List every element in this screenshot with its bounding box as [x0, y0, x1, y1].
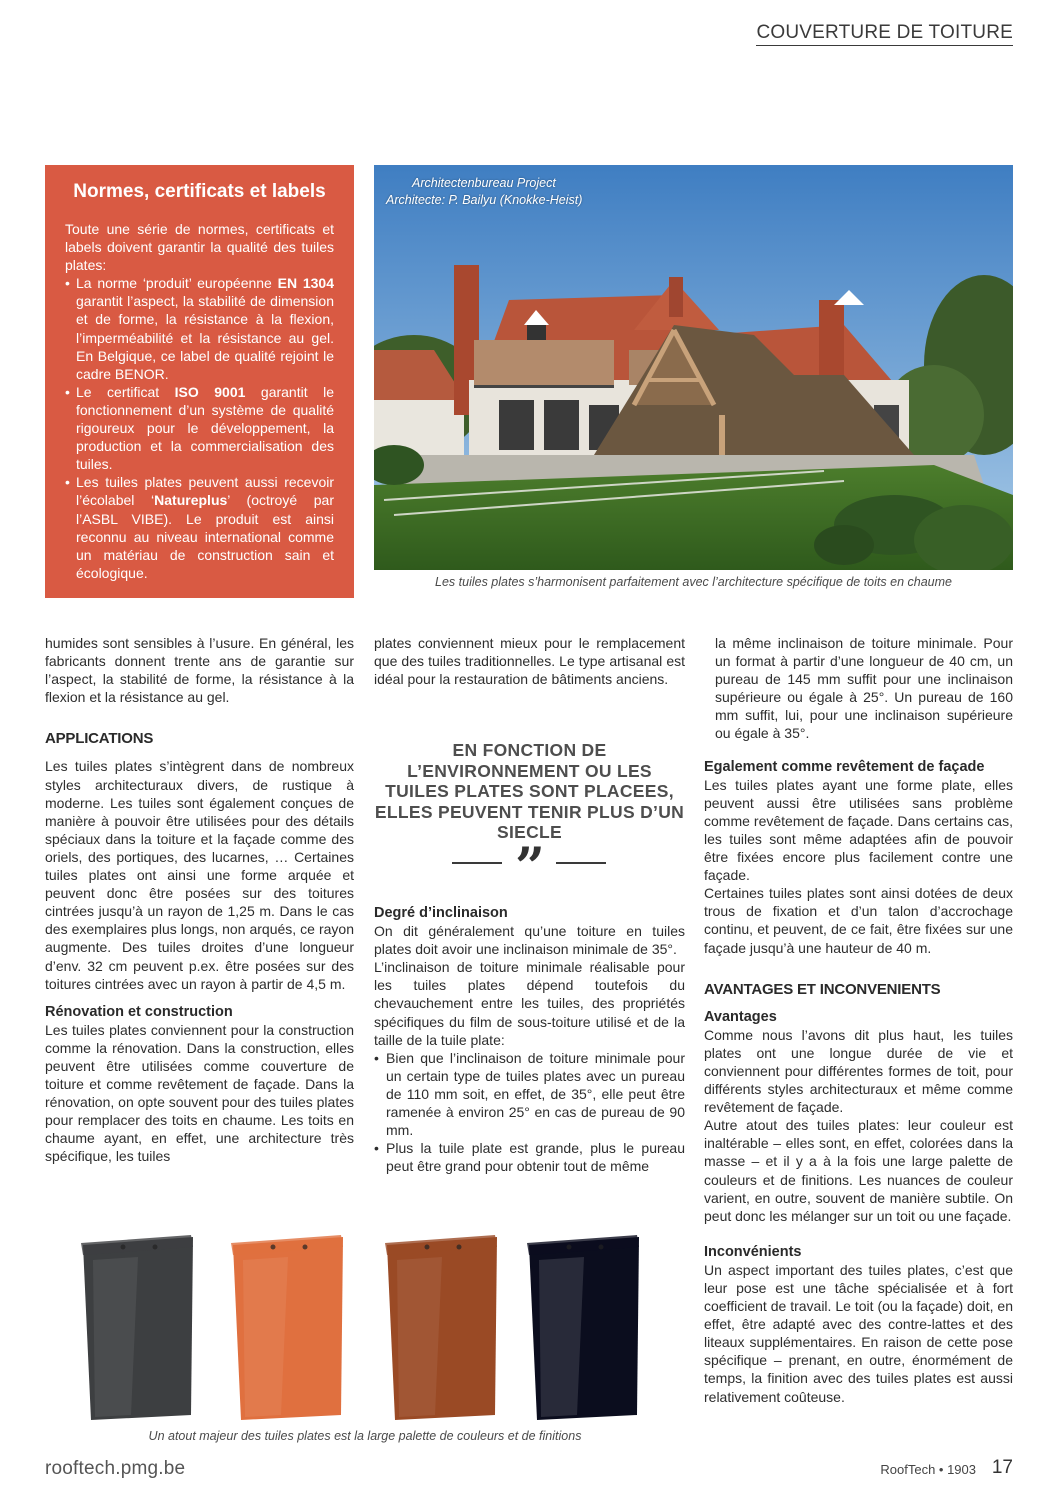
tiles-svg	[45, 1215, 685, 1425]
house-illustration	[374, 165, 1013, 570]
heading-renovation: Rénovation et construction	[45, 1003, 233, 1020]
house-photo	[374, 165, 1013, 570]
column-3	[704, 634, 1013, 1406]
roof-tile	[81, 1235, 193, 1420]
quote-mark	[452, 837, 608, 898]
heading-inconvenients: Inconvénients	[704, 1243, 802, 1260]
page-number: 17	[991, 1457, 1013, 1478]
photo-credit-line2: Architecte: P. Bailyu (Knokke-Heist)	[386, 193, 583, 207]
photo-credit-line1: Architectenbureau Project	[412, 176, 556, 190]
pull-quote: EN FONCTION DE L’ENVIRONNEMENT OU LES TUILES PLATES SONT PLACEES, ELLES PEUVENT TENIR PLUS D’UN SIECLE	[374, 740, 685, 842]
heading-avantages: Avantages	[704, 1008, 777, 1025]
section-label: COUVERTURE DE TOITURE	[756, 22, 1013, 46]
roof-tile	[231, 1235, 343, 1420]
box-item-text: La norme ‘produit’ européenne	[76, 275, 278, 292]
footer-magazine: RoofTech • 1903	[880, 1462, 976, 1477]
heading-facade: Egalement comme revêtement de façade	[704, 758, 985, 775]
box-item-bold: EN 1304	[277, 275, 334, 292]
tiles-illustration	[45, 1215, 685, 1425]
photo-credit	[386, 175, 582, 209]
photo-caption: Les tuiles plates s’harmonisent parfaitement avec l’architecture spécifique de toits en chaume	[435, 575, 952, 589]
avantages-paragraph-1: Comme nous l’avons dit plus haut, les tuiles plates ont une longue durée de vie et conviennent pour différentes formes de toit, pour différents styles architecturaux et même comme revêtement de façade.	[704, 1026, 1013, 1116]
heading-degre: Degré d’inclinaison	[374, 905, 508, 921]
quote-rule-right	[556, 862, 606, 864]
quote-rule-left	[452, 862, 502, 864]
box-item-text: Les tuiles plates peuvent aussi recevoir l’écolabel ‘	[76, 474, 334, 509]
box-item-text: garantit le fonctionnement d’un système de qualité rigoureux pour le développement, la production et la commercialisation des tuiles.	[76, 383, 334, 473]
box-item-text: Le certificat	[76, 383, 175, 400]
roof-tile	[527, 1235, 639, 1420]
facade-paragraph-1: Les tuiles plates ayant une forme plate, elles peuvent aussi être utilisées sans problème comme revêtement de façade. Dans certains cas, les tuiles sont même adaptées afin de pouvoir être fixées encore plus facilement contre une façade.	[704, 776, 1013, 884]
applications-paragraph: Les tuiles plates s’intègrent dans de nombreux styles architecturaux divers, de rustique à moderne. Les tuiles sont également conçues de manière à pouvoir être utilisées pour des détails spéciaux dans la toiture et la façade comme des oriels, des portiques, des lucarnes, … Certaines tuiles plates ont ainsi une forme arquée et peuvent donc être posées sur des toitures cintrées jusqu’à un rayon de 1,25 m. Dans le cas des exemplaires plus longs, non arqués, ce rayon augmente. Des tuiles droites d’une longueur d’env. 32 cm peuvent p.ex. être posées sur des toitures cintrées avec un rayon à partir de 4,5 m.	[45, 758, 354, 992]
facade-paragraph-2: Certaines tuiles plates sont ainsi dotées de deux trous de fixation et d’un talon d’accrochage continu, et peuvent, de ce fait, être fixées sur une façade jusqu’à une hauteur de 40 m.	[704, 885, 1013, 956]
box-item-bold: Natureplus	[154, 492, 228, 509]
column-2-lower	[374, 904, 685, 1175]
degre-list	[374, 1049, 685, 1176]
box-intro: Toute une série de normes, certificats et labels doivent garantir la qualité des tuiles plates:	[65, 221, 334, 274]
renovation-paragraph: Les tuiles plates conviennent pour la construction comme la rénovation. Dans la construction, elles peuvent être utilisées comme couverture de toiture et comme revêtement de façade. Dans la rénovation, on opte souvent pour des tuiles plates pour remplacer des toits en chaume. Les toits en chaume ayant, en effet, une architecture très spécifique, les tuiles	[45, 1021, 354, 1165]
box-item-bold: ISO 9001	[174, 383, 246, 400]
avantages-paragraph-2: Autre atout des tuiles plates: leur couleur est inaltérable – elles sont, en effet, colorées dans la masse – et il y a à la fois une large palette de couleurs et de finitions. Les nuances de couleur varient, en outre, souvent de manière subtile. On peut donc les mélanger sur un toit ou une façade.	[704, 1117, 1013, 1224]
degre-paragraph-2: L’inclinaison de toiture minimale réalisable pour les tuiles plates dépend toutefois du chevauchement entre les tuiles, des propriétés spécifiques du film de sous-toiture utilisé et de la taille de la tuile plate:	[374, 959, 685, 1048]
heading-applications: APPLICATIONS	[45, 730, 154, 748]
degre-bullet: • Bien que l’inclinaison de toiture minimale pour un certain type de tuiles plates avec un pureau de 110 mm soit, en effet, de 35°, elle peut être ramenée à environ 25° en cas de pureau de 90 mm.	[374, 1049, 685, 1139]
col2-paragraph: plates conviennent mieux pour le remplacement que des tuiles traditionnelles. Le type artisanal est idéal pour la restauration de bâtiments anciens.	[374, 635, 685, 688]
tiles-caption: Un atout majeur des tuiles plates est la large palette de couleurs et de finitions	[148, 1429, 582, 1443]
box-item-natureplus	[65, 473, 334, 582]
roof-tile	[385, 1235, 497, 1420]
col1-paragraph: humides sont sensibles à l’usure. En général, les fabricants donnent trente ans de garantie sur l’aspect, la stabilité de forme, la résistance à la flexion et la résistance au gel.	[45, 635, 354, 706]
col3-paragraph: la même inclinaison de toiture minimale. Pour un format à partir d’une longueur de 40 cm, un pureau de 145 mm suffit pour une inclinaison supérieure ou égale à 25°. Un pureau de 160 mm suffit, lui, pour une inclinaison supérieure ou égale à 35°.	[715, 635, 1013, 742]
box-item-iso9001	[65, 383, 334, 473]
degre-bullet: • Plus la tuile plate est grande, plus le pureau peut être grand pour obtenir tout de même	[374, 1139, 685, 1175]
quote-glyph: ”	[515, 837, 545, 898]
box-text	[65, 220, 334, 582]
standards-box	[45, 165, 354, 598]
box-title: Normes, certificats et labels	[73, 181, 326, 202]
heading-avantages-inconvenients: AVANTAGES ET INCONVENIENTS	[704, 980, 941, 998]
column-2	[374, 634, 685, 688]
box-item-text: garantit l’aspect, la stabilité de dimension et de forme, la résistance à la flexion, l’imperméabilité et la résistance au gel. En Belgique, ce label de qualité rejoint le cadre BENOR.	[76, 293, 334, 382]
degre-paragraph-1: On dit généralement qu’une toiture en tuiles plates doit avoir une inclinaison minimale de 35°.	[374, 923, 685, 958]
box-list	[65, 274, 334, 582]
footer-url[interactable]: rooftech.pmg.be	[45, 1458, 186, 1479]
box-item-text: ’ (octroyé par l’ASBL VIBE). Le produit est ainsi reconnu au niveau international comme un matériau de construction sain et écologique.	[76, 492, 334, 581]
box-item-en1304	[65, 274, 334, 383]
column-1	[45, 634, 354, 1166]
inconvenients-paragraph: Un aspect important des tuiles plates, c’est que leur pose est une tâche spécialisée et à fort coefficient de travail. Le toit (ou la façade) doit, en effet, être adapté avec des contre-lattes et des liteaux supplémentaires. En raison de cette pose spécifique – prenant, en outre, énormément de temps, la finition avec des tuiles plates est aussi relativement coûteuse.	[704, 1261, 1013, 1405]
